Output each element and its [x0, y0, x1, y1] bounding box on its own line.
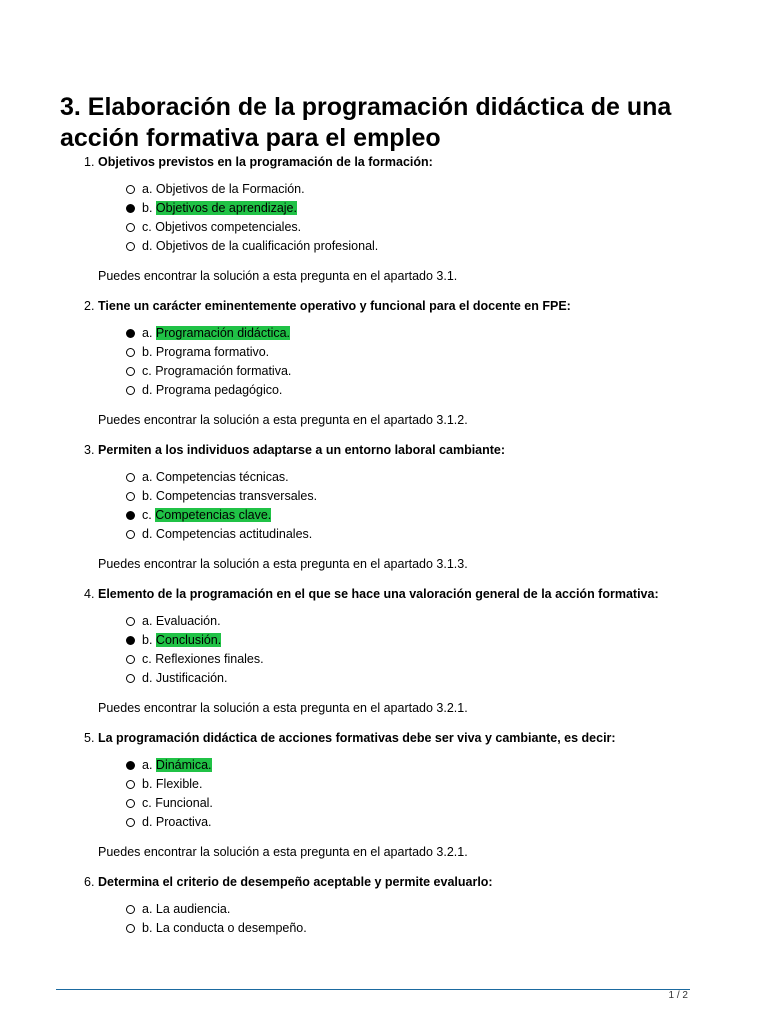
radio-empty-icon [126, 905, 135, 914]
option-b [126, 199, 744, 218]
options-list [84, 324, 744, 400]
option-letter: a. [142, 326, 153, 340]
radio-empty-icon [126, 492, 135, 501]
solution-note: Puedes encontrar la solución a esta pregunta en el apartado 3.2.1. [98, 845, 468, 859]
question-heading [84, 442, 744, 458]
radio-empty-icon [126, 780, 135, 789]
option-a [126, 756, 744, 775]
option-text: Reflexiones finales. [155, 652, 264, 666]
page-title: 3. Elaboración de la programación didáctica de una acción formativa para el empleo [60, 93, 672, 152]
radio-filled-icon [126, 204, 135, 213]
option-b [126, 775, 744, 794]
option-letter: c. [142, 652, 152, 666]
option-b [126, 487, 744, 506]
option-c [126, 650, 744, 669]
radio-empty-icon [126, 386, 135, 395]
solution-note: Puedes encontrar la solución a esta pregunta en el apartado 3.2.1. [98, 701, 468, 715]
option-c [126, 218, 744, 237]
option-letter: d. [142, 527, 153, 541]
option-c [126, 362, 744, 381]
option-letter: a. [142, 614, 153, 628]
option-d [126, 237, 744, 256]
option-text: Programa formativo. [155, 345, 270, 359]
option-text: La conducta o desempeño. [155, 921, 307, 935]
question-number: 5. [84, 731, 95, 745]
radio-filled-icon [126, 761, 135, 770]
page-number: 1 / 2 [668, 990, 688, 1001]
radio-empty-icon [126, 223, 135, 232]
option-letter: a. [142, 182, 153, 196]
option-letter: b. [142, 201, 153, 215]
radio-empty-icon [126, 924, 135, 933]
question-number: 1. [84, 155, 95, 169]
question-heading [84, 154, 744, 170]
option-c [126, 506, 744, 525]
option-text: Proactiva. [155, 815, 212, 829]
option-text-correct: Programación didáctica. [155, 326, 291, 340]
radio-empty-icon [126, 367, 135, 376]
option-d [126, 525, 744, 544]
question-text: Tiene un carácter eminentemente operativo y funcional para el docente en FPE: [98, 299, 571, 313]
question-text: Permiten a los individuos adaptarse a un entorno laboral cambiante: [98, 443, 506, 457]
radio-empty-icon [126, 242, 135, 251]
option-text-correct: Conclusión. [155, 633, 222, 647]
option-text: Justificación. [155, 671, 228, 685]
radio-empty-icon [126, 185, 135, 194]
question-1 [84, 154, 744, 284]
question-text: Determina el criterio de desempeño aceptable y permite evaluarlo: [98, 875, 493, 889]
radio-empty-icon [126, 473, 135, 482]
option-a [126, 180, 744, 199]
option-d [126, 669, 744, 688]
option-text-correct: Objetivos de aprendizaje. [155, 201, 297, 215]
option-a [126, 900, 744, 919]
option-a [126, 468, 744, 487]
option-letter: d. [142, 239, 153, 253]
question-number: 3. [84, 443, 95, 457]
question-number: 6. [84, 875, 95, 889]
option-text: Flexible. [155, 777, 203, 791]
option-a [126, 324, 744, 343]
radio-empty-icon [126, 655, 135, 664]
radio-filled-icon [126, 636, 135, 645]
radio-empty-icon [126, 348, 135, 357]
option-letter: a. [142, 470, 153, 484]
option-letter: c. [142, 220, 152, 234]
option-b [126, 343, 744, 362]
question-3 [84, 442, 744, 572]
option-text-correct: Competencias clave. [155, 508, 272, 522]
options-list [84, 756, 744, 832]
option-text-correct: Dinámica. [155, 758, 212, 772]
footer-divider [56, 989, 690, 990]
option-text: Objetivos competenciales. [155, 220, 302, 234]
option-text: Competencias transversales. [155, 489, 318, 503]
option-text: Competencias actitudinales. [155, 527, 313, 541]
option-letter: b. [142, 489, 153, 503]
option-a [126, 612, 744, 631]
option-letter: b. [142, 921, 153, 935]
radio-empty-icon [126, 617, 135, 626]
radio-empty-icon [126, 530, 135, 539]
option-letter: a. [142, 758, 153, 772]
option-letter: d. [142, 671, 153, 685]
option-letter: d. [142, 815, 153, 829]
option-d [126, 813, 744, 832]
option-letter: a. [142, 902, 153, 916]
question-5 [84, 730, 744, 860]
question-heading [84, 730, 744, 746]
radio-empty-icon [126, 818, 135, 827]
option-letter: b. [142, 633, 153, 647]
question-number: 4. [84, 587, 95, 601]
options-list [84, 900, 744, 938]
option-text: La audiencia. [155, 902, 231, 916]
option-text: Objetivos de la Formación. [155, 182, 305, 196]
option-c [126, 794, 744, 813]
option-letter: c. [142, 796, 152, 810]
option-d [126, 381, 744, 400]
option-text: Funcional. [155, 796, 213, 810]
option-text: Evaluación. [155, 614, 221, 628]
question-heading [84, 586, 744, 602]
radio-filled-icon [126, 511, 135, 520]
option-letter: b. [142, 345, 153, 359]
solution-note: Puedes encontrar la solución a esta pregunta en el apartado 3.1.3. [98, 557, 468, 571]
options-list [84, 612, 744, 688]
option-letter: d. [142, 383, 153, 397]
option-text: Programa pedagógico. [155, 383, 283, 397]
radio-empty-icon [126, 799, 135, 808]
solution-note: Puedes encontrar la solución a esta pregunta en el apartado 3.1.2. [98, 413, 468, 427]
question-2 [84, 298, 744, 428]
options-list [84, 180, 744, 256]
option-letter: b. [142, 777, 153, 791]
option-text: Competencias técnicas. [155, 470, 289, 484]
question-4 [84, 586, 744, 716]
question-text: La programación didáctica de acciones formativas debe ser viva y cambiante, es decir: [98, 731, 616, 745]
option-text: Objetivos de la cualificación profesional. [155, 239, 379, 253]
question-heading [84, 874, 744, 890]
option-b [126, 631, 744, 650]
option-letter: c. [142, 364, 152, 378]
question-text: Elemento de la programación en el que se hace una valoración general de la acción formativa: [98, 587, 659, 601]
option-text: Programación formativa. [155, 364, 292, 378]
radio-empty-icon [126, 674, 135, 683]
option-b [126, 919, 744, 938]
question-6 [84, 874, 744, 938]
question-text: Objetivos previstos en la programación de la formación: [98, 155, 433, 169]
radio-filled-icon [126, 329, 135, 338]
question-number: 2. [84, 299, 95, 313]
options-list [84, 468, 744, 544]
solution-note: Puedes encontrar la solución a esta pregunta en el apartado 3.1. [98, 269, 458, 283]
question-heading [84, 298, 744, 314]
option-letter: c. [142, 508, 152, 522]
